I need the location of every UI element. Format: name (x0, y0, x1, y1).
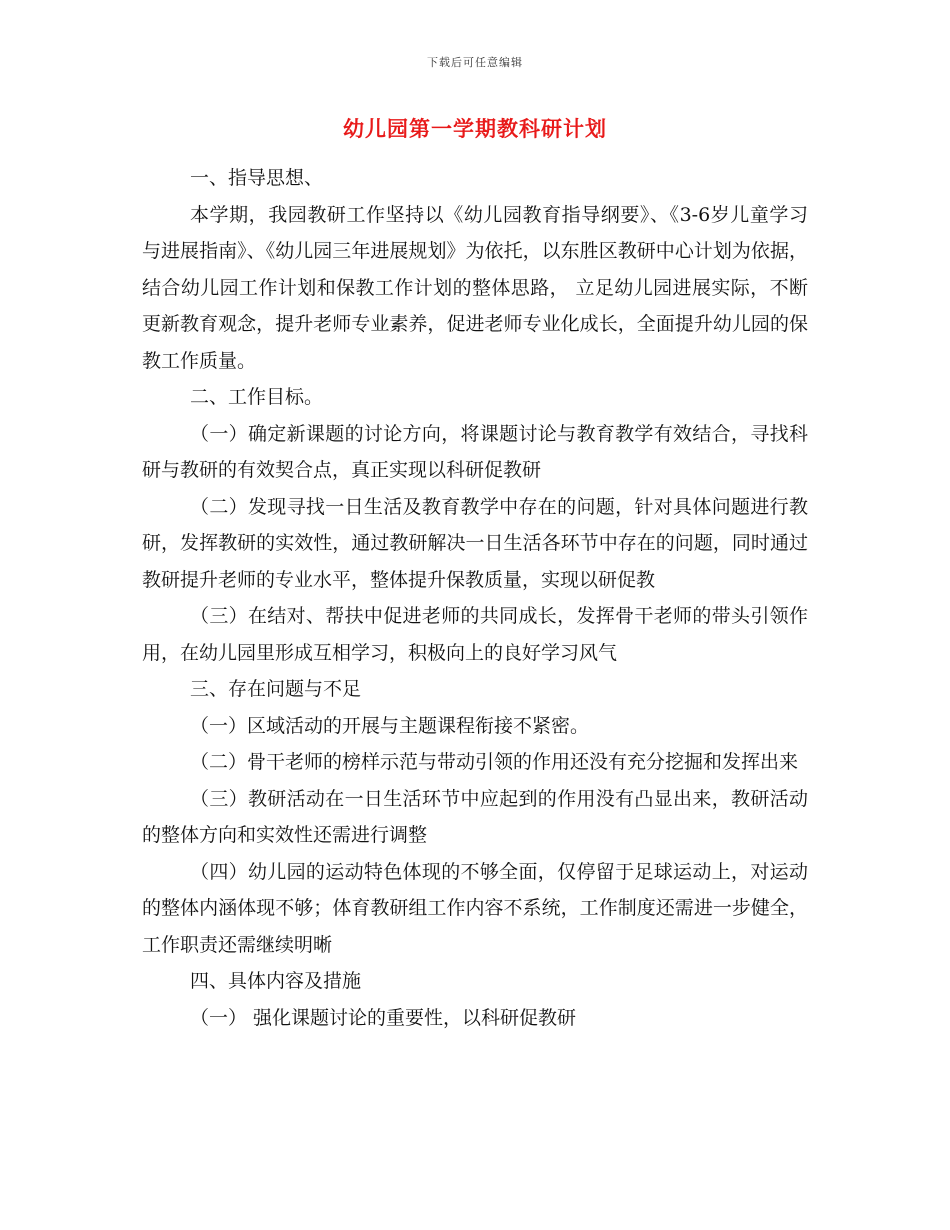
body-paragraph: （二）骨干老师的榜样示范与带动引领的作用还没有充分挖掘和发挥出来 (190, 751, 799, 773)
section-heading: 三、存在问题与不足 (190, 678, 362, 700)
section-heading: 一、指导思想、 (190, 167, 324, 189)
section-heading: 四、具体内容及措施 (190, 970, 362, 992)
document-title: 幼儿园第一学期教科研计划 (343, 117, 607, 141)
body-paragraph: （三）在结对、帮扶中促进老师的共同成长，发挥骨干老师的带头引领作用，在幼儿园里形成互相学习，积极向上的良好学习风气 (142, 605, 808, 664)
body-paragraph: （一）区域活动的开展与主题课程衔接不紧密。 (190, 714, 590, 737)
page-header-note: 下载后可任意编辑 (427, 56, 523, 69)
document-body (142, 160, 808, 1036)
body-paragraph: （四）幼儿园的运动特色体现的不够全面，仅停留于足球运动上，对运动的整体内涵体现不够；体育教研组工作内容不系统，工作制度还需进一步健全，工作职责还需继续明晰 (142, 860, 808, 956)
section-heading: 二、工作目标。 (190, 386, 324, 408)
body-paragraph: （一） 强化课题讨论的重要性，以科研促教研 (190, 1006, 577, 1029)
body-paragraph: （一）确定新课题的讨论方向，将课题讨论与教育教学有效结合，寻找科研与教研的有效契合点，真正实现以科研促教研 (142, 422, 808, 481)
body-paragraph: （二）发现寻找一日生活及教育教学中存在的问题，针对具体问题进行教研，发挥教研的实效性，通过教研解决一日生活各环节中存在的问题，同时通过教研提升老师的专业水平，整体提升保教质量，实现以研促教 (142, 495, 808, 591)
body-paragraph: （三）教研活动在一日生活环节中应起到的作用没有凸显出来，教研活动的整体方向和实效性还需进行调整 (142, 787, 808, 846)
body-paragraph: 本学期，我园教研工作坚持以《幼儿园教育指导纲要》、《3-6岁儿童学习与进展指南》、《幼儿园三年进展规划》为依托，以东胜区教研中心计划为依据，结合幼儿园工作计划和保教工作计划的整体思路， 立足幼儿园进展实际，不断更新教育观念，提升老师专业素养，促进老师专业化成长，全面提升幼儿园的保教工作质量。 (142, 203, 808, 372)
